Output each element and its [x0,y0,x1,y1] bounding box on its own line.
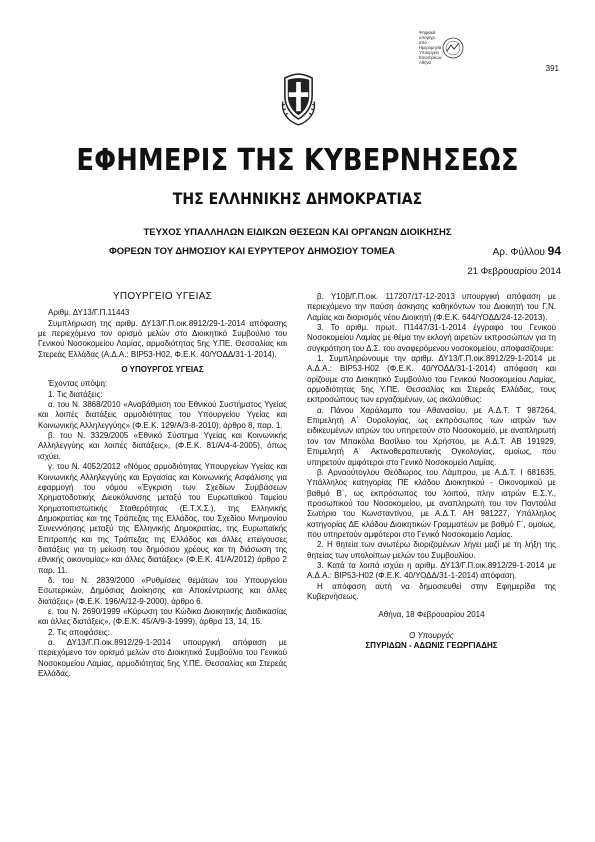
paragraph: 1. Συμπληρώνουμε την αριθμ. ΔΥ13/Γ.Π.οικ.8912/29-1-2014 με Α.Δ.Α.: ΒΙΡ53-Η02 (Φ.Ε.Κ. 40/ΥΟΔΔ/31-1-2014) απόφαση και ορίζουμε στο Διοικητικό Συμβούλιο του Γενικού Νοσοκομείου Λαμίας, αρμοδιότητας 5ης Υ.ΠΕ. Θεσσαλίας και Στερεάς Ελλάδας, τους εκπροσώπους των εργαζομένων, ως ακολούθως: [307,354,556,405]
publication-order: Η απόφαση αυτή να δημοσιευθεί στην Εφημερίδα της Κυβερνήσεως. [307,581,556,601]
paragraph: β. Αρναούτογλου Θεόδωρος του Λάμπρου, με Α.Δ.Τ. Ι 681635, Υπάλληλος κατηγορίας ΠΕ κλάδου Διοικητικού - Οικονομικού με βαθμό Β΄, ως εκπρόσωπος του λοιπού, πλην ιατρών Ε.Σ.Υ., προσωπικού του Νοσοκομείου, με αναπληρωτή του τον Παντούλα Σωτήριο του Κωνσταντίνου, με Α.Δ.Τ. ΑΗ 981227, Υπάλληλος κατηγορίας ΔΕ κλάδου Διοικητικών Γραμματέων με βαθμό Γ΄, ομοίως, που υπηρετούν αμφότεροι στο Γενικό Νοσοκομείο Λαμίας. [307,467,556,539]
paragraph: ε. του Ν. 2690/1999 «Κύρωση του Κώδικα Διοικητικής Διαδικασίας και άλλες διατάξεις», (Φ.Ε.Κ. 45/Α/9-3-1999), άρθρα 13, 14, 15. [38,606,287,627]
paragraph: β. Υ10β/Γ.Π.οικ. 117207/17-12-2013 υπουργική απόφαση με περιεχόμενο την παύση άσκησης καθηκόντων του Διοικητή του Γ.Ν. Λαμίας και διορισμός νέου Διοικητή (Φ.Ε.Κ. 644/ΥΟΔΔ/24-12-2013). [307,292,556,322]
paragraph: 1. Τις διατάξεις: [48,389,103,399]
ministry-heading: ΥΠΟΥΡΓΕΙΟ ΥΓΕΙΑΣ [112,291,213,302]
signature-seal-icon [441,36,465,60]
left-column [38,292,287,679]
issue-series-line-2: ΦΟΡΕΩΝ ΤΟΥ ΔΗΜΟΣΙΟΥ ΚΑΙ ΕΥΡΥΤΕΡΟΥ ΔΗΜΟΣΙΟΥ ΤΟΜΕΑ [109,246,395,257]
coat-of-arms-icon [279,72,318,127]
stamp-text: Ψηφιακά υπογεγρ. από Ημερομηνία Υπουργείο Εσωτερικών Αθήνα [419,30,442,65]
paragraph: 3. Το αριθμ. πρωτ. Π1447/31-1-2014 έγγραφο του Γενικού Νοσοκομείου Λαμίας με θέμα την εκλογή αιρετών εκπροσώπων για τη συγκρότηση του Δ.Σ. του αναφερόμενου νοσοκομείου, αποφασίζουμε: [307,323,556,353]
issue-number [493,244,561,258]
gazette-title: ΕΦΗΜΕΡΙΣ ΤΗΣ ΚΥΒΕΡΝΗΣΕΩΣ [76,143,519,178]
issue-date: 21 Φεβρουαρίου 2014 [467,266,561,277]
decision-number: Αριθμ. ΔΥ13/Γ.Π.11443 [48,308,130,318]
paragraph: β. του Ν. 3329/2005 «Εθνικό Σύστημα Υγείας και Κοινωνικής Αλληλεγγύης και λοιπές διατάξεις», (Φ.Ε.Κ. 81/Α/4-4-2005), όπως ισχύει. [38,431,287,461]
page-number: 391 [545,64,559,73]
signatory-role: Ο Υπουργός [409,630,454,640]
decision-summary: Συμπλήρωση της αριθμ. ΔΥ13/Γ.Π.οικ.8912/29-1-2014 απόφασης με περιεχόμενο τον ορισμό μελών στο Διοικητικό Συμβούλιο του Γενικού Νοσοκομείου Λαμίας, αρμοδιότητας 5ης Υ.ΠΕ. Θεσσαλίας και Στερεάς Ελλάδας (Α.Δ.Α.: ΒΙΡ53-Η02, Φ.Ε.Κ. 40/ΥΟΔΔ/31-1-2014). [38,318,287,359]
paragraph: α. Πάνου Χαράλαμπο του Αθανασίου, με Α.Δ.Τ. Τ 987264, Επιμελητή Α΄ Ουρολογίας, ως εκπρόσωπος των ιατρών των ειδικευμένων ιατρών του υπηρετούν στο Νοσοκομείο, με αναπληρωτή τον τον Μπακόλα Βασίλειο του Χρήστου, με Α.Δ.Τ. ΑΒ 191929, Επιμελητή Α΄ Ακτινοθεραπευτικής Ογκολογίας, ομοίως, που υπηρετούν αμφότεροι στο Γενικό Νοσοκομείο Λαμίας. [307,405,556,467]
issue-number-value: 94 [547,244,561,258]
paragraph: α. του Ν. 3868/2010 «Αναβάθμιση του Εθνικού Συστήματος Υγείας και λοιπές διατάξεις αρμοδιότητας του Υπουργείου Υγείας και Κοινωνικής Αλληλεγγύης» (Φ.Ε.Κ. 129/Α/3-8-2010), άρθρο 8, παρ. 1. [38,400,287,430]
digital-signature-stamp [419,30,465,64]
issue-series-line-1: ΤΕΥΧΟΣ ΥΠΑΛΛΗΛΩΝ ΕΙΔΙΚΩΝ ΘΕΣΕΩΝ ΚΑΙ ΟΡΓΑΝΩΝ ΔΙΟΙΚΗΣΗΣ [143,227,452,238]
considering-intro: Έχοντας υπόψη: [48,379,108,389]
paragraph: 3. Κατά τα λοιπά ισχύει η αριθμ. ΔΥ13/Γ.Π.οικ.8912/29-1-2014 με Α.Δ.Α.: ΒΙΡ53-Η02 (Φ.Ε.Κ. 40/ΥΟΔΔ/31-1-2014) απόφαση. [307,560,556,581]
paragraph: δ. του Ν. 2839/2000 «Ρυθμίσεις θεμάτων του Υπουργείου Εσωτερικών, Δημόσιας Διοίκησης και Αποκέντρωσης και άλλες διατάξεις» (Φ.Ε.Κ. 196/Α/12-9-2000), άρθρο 6. [38,575,287,606]
signature-date: Αθήνα, 18 Φεβρουαρίου 2014 [378,610,485,620]
paragraph: 2. Η θητεία των ανωτέρω διοριζομένων λήγει μαζί με τη λήξη της θητείας των υπολοίπων μελών του Συμβουλίου. [307,540,556,560]
gazette-subtitle: ΤΗΣ ΕΛΛΗΝΙΚΗΣ ΔΗΜΟΚΡΑΤΙΑΣ [172,189,423,208]
issue-number-label: Αρ. Φύλλου [492,247,545,258]
minister-heading: Ο ΥΠΟΥΡΓΟΣ ΥΓΕΙΑΣ [121,365,204,375]
paragraph: γ. του Ν. 4052/2012 «Νόμος αρμοδιότητας Υπουργείων Υγείας και Κοινωνικής Αλληλεγγύης και Εργασίας και Κοινωνικής Ασφάλισης για εφαρμογή του νόμου «Έγκριση των Σχεδίων Συμβάσεων Χρηματοδοτικής Διευκόλυνσης μεταξύ του Ευρωπαϊκού Ταμείου Χρηματοπιστωτικής Σταθερότητας (Ε.Τ.Χ.Σ.), της Ελληνικής Δημοκρατίας και της Τράπεζας της Ελλάδος, του Σχεδίου Μνημονίου Συνεννόησης μεταξύ της Ελληνικής Δημοκρατίας, της Ευρωπαϊκής Επιτροπής και της Τράπεζας της Ελλάδος και άλλες επείγουσες διατάξεις για τη μείωση του δημόσιου χρέους και τη διάσωση της εθνικής οικονομίας» και άλλες διατάξεις» (Φ.Ε.Κ. 41/Α/2012) άρθρο 2 παρ. 11. [38,462,287,575]
right-column [307,292,556,651]
paragraph: 2. Τις αποφάσεις: [48,627,110,637]
paragraph: α. ΔΥ13/Γ.Π.οικ.8912/29-1-2014 υπουργική απόφαση με περιεχόμενο τον ορισμό μελών στο Διοικητικό Συμβούλιο του Γενικού Νοσοκομείου Λαμίας, αρμοδιότητας 5ης Υ.ΠΕ. Θεσσαλίας και Στερεάς Ελλάδας. [38,638,287,679]
signatory-name: ΣΠΥΡΙΔΩΝ - ΑΔΩΝΙΣ ΓΕΩΡΓΙΑΔΗΣ [365,641,498,650]
